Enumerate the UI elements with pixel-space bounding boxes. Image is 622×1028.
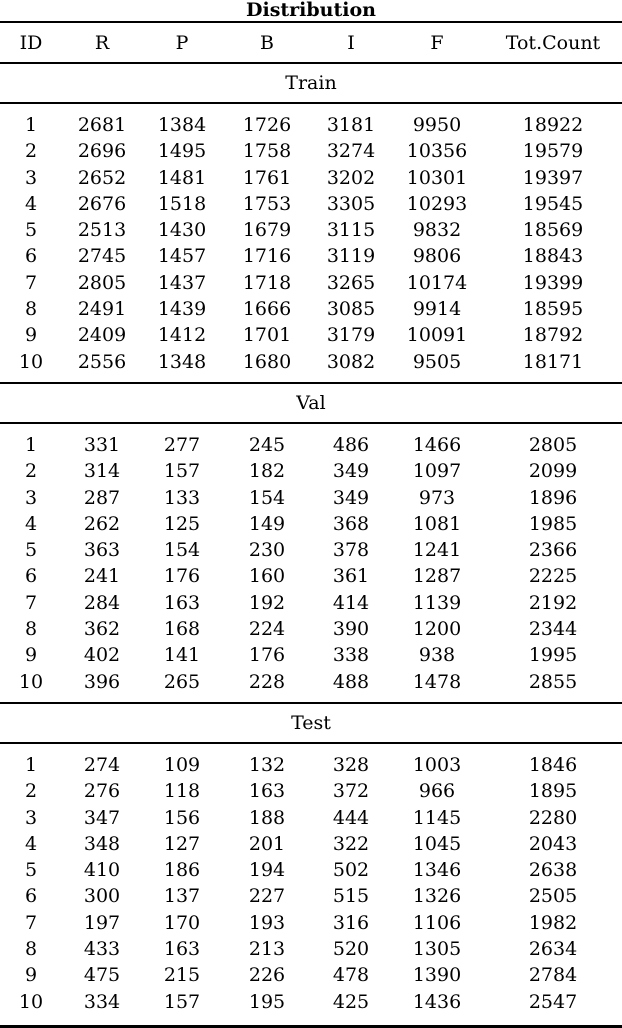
column-header-p: P: [142, 22, 222, 63]
spacer-cell: [0, 423, 622, 432]
table-cell: 2: [24, 460, 38, 483]
table-cell: 10: [18, 670, 44, 693]
table-cell: 1758: [242, 140, 292, 163]
table-cell: 287: [83, 486, 121, 509]
table-cell: 8: [24, 618, 38, 641]
table-cell: 4: [24, 832, 38, 855]
table-cell: 1097: [412, 460, 462, 483]
table-cell: 396: [83, 670, 121, 693]
table-cell: 378: [332, 539, 370, 562]
table-cell: 1846: [528, 753, 578, 776]
table-cell: 2556: [77, 350, 127, 373]
table-row: [0, 936, 622, 962]
table-cell: 18792: [522, 324, 584, 347]
table-cell: 1348: [157, 350, 207, 373]
table-cell: 137: [163, 885, 201, 908]
table-row: [0, 432, 622, 458]
table-cell: 215: [163, 964, 201, 987]
table-cell: 362: [83, 618, 121, 641]
spacer-cell: [0, 1015, 622, 1027]
table-cell: 192: [248, 591, 286, 614]
table-cell: 10293: [406, 192, 468, 215]
table-cell: 6: [24, 885, 38, 908]
table-cell: 2513: [77, 219, 127, 242]
table-cell: 9914: [412, 298, 462, 321]
table-row: [0, 191, 622, 217]
table-cell: 2: [24, 780, 38, 803]
table-cell: 1478: [412, 670, 462, 693]
table-cell: 277: [163, 433, 201, 456]
table-cell: 6: [24, 565, 38, 588]
table-cell: 18171: [522, 350, 584, 373]
table-cell: 425: [332, 990, 370, 1013]
table-cell: 18843: [522, 245, 584, 268]
table-row: [0, 831, 622, 857]
table-cell: 9: [24, 644, 38, 667]
table-cell: 2652: [77, 166, 127, 189]
table-cell: 227: [248, 885, 286, 908]
section-header-row: [0, 383, 622, 423]
table-cell: 3085: [326, 298, 376, 321]
table-cell: 188: [248, 806, 286, 829]
table-cell: 1384: [157, 114, 207, 136]
table-row: [0, 322, 622, 348]
table-row: [0, 270, 622, 296]
table-cell: 2: [24, 140, 38, 163]
table-cell: 1896: [528, 486, 578, 509]
table-cell: 197: [83, 911, 121, 934]
table-cell: 10301: [406, 166, 468, 189]
table-cell: 1439: [157, 298, 207, 321]
table-cell: 154: [248, 486, 286, 509]
table-cell: 7: [24, 911, 38, 934]
table-cell: 414: [332, 591, 370, 614]
table-cell: 3265: [326, 271, 376, 294]
table-cell: 1718: [242, 271, 292, 294]
table-cell: 230: [248, 539, 286, 562]
table-cell: 132: [248, 753, 286, 776]
table-cell: 520: [332, 938, 370, 961]
table-cell: 361: [332, 565, 370, 588]
section-spacer: [0, 743, 622, 752]
table-cell: 3: [24, 486, 38, 509]
table-cell: 347: [83, 806, 121, 829]
table-row: [0, 537, 622, 563]
table-cell: 1753: [242, 192, 292, 215]
table-cell: 2634: [528, 938, 578, 961]
table-cell: 118: [163, 780, 201, 803]
table-cell: 338: [332, 644, 370, 667]
section-divider: [0, 695, 622, 703]
table-cell: 127: [163, 832, 201, 855]
table-cell: 1305: [412, 938, 462, 961]
table-cell: 402: [83, 644, 121, 667]
table-cell: 478: [332, 964, 370, 987]
table-cell: 322: [332, 832, 370, 855]
table-cell: 176: [248, 644, 286, 667]
column-header-id: ID: [0, 22, 62, 63]
table-cell: 228: [248, 670, 286, 693]
table-cell: 18569: [522, 219, 584, 242]
table-cell: 18595: [522, 298, 584, 321]
table-row: [0, 563, 622, 589]
table-row: [0, 511, 622, 537]
table-cell: 265: [163, 670, 201, 693]
table-cell: 154: [163, 539, 201, 562]
table-cell: 1145: [412, 806, 462, 829]
table-cell: 2043: [528, 832, 578, 855]
table-cell: 300: [83, 885, 121, 908]
table-cell: 163: [163, 938, 201, 961]
table-cell: 10174: [406, 271, 468, 294]
column-header-tot-count: Tot.Count: [484, 22, 622, 63]
table-row: [0, 138, 622, 164]
table-cell: 1346: [412, 859, 462, 882]
table-row: [0, 616, 622, 642]
table-cell: 3119: [326, 245, 376, 268]
table-cell: 1701: [242, 324, 292, 347]
table-row: [0, 165, 622, 191]
table-cell: 10: [18, 350, 44, 373]
table-row: [0, 669, 622, 695]
table-row: [0, 243, 622, 269]
table-cell: 9: [24, 964, 38, 987]
table-row: [0, 883, 622, 909]
table-cell: 2855: [528, 670, 578, 693]
table-cell: 1390: [412, 964, 462, 987]
table-row: [0, 805, 622, 831]
table-cell: 9505: [412, 350, 462, 373]
table-row: [0, 857, 622, 883]
table-cell: 3082: [326, 350, 376, 373]
table-cell: 1436: [412, 990, 462, 1013]
table-cell: 2681: [77, 114, 127, 136]
table-cell: 3: [24, 806, 38, 829]
column-header-i: I: [312, 22, 390, 63]
table-cell: 1726: [242, 114, 292, 136]
table-cell: 168: [163, 618, 201, 641]
table-row: [0, 112, 622, 138]
table-cell: 1: [24, 433, 38, 456]
table-row: [0, 217, 622, 243]
table-cell: 276: [83, 780, 121, 803]
section-header-row: [0, 63, 622, 103]
section-label: Val: [0, 383, 622, 423]
table-cell: 1680: [242, 350, 292, 373]
table-row: [0, 296, 622, 322]
table-row: [0, 485, 622, 511]
table-cell: 2344: [528, 618, 578, 641]
table-cell: 213: [248, 938, 286, 961]
table-cell: 2547: [528, 990, 578, 1013]
table-cell: 1412: [157, 324, 207, 347]
table-cell: 973: [418, 486, 456, 509]
table-cell: 109: [163, 753, 201, 776]
table-cell: 2280: [528, 806, 578, 829]
table-cell: 176: [163, 565, 201, 588]
table-cell: 224: [248, 618, 286, 641]
section-spacer: [0, 423, 622, 432]
table-cell: 2225: [528, 565, 578, 588]
table-cell: 1518: [157, 192, 207, 215]
table-cell: 5: [24, 219, 38, 242]
table-cell: 201: [248, 832, 286, 855]
table-cell: 1106: [412, 911, 462, 934]
table-cell: 1003: [412, 753, 462, 776]
table-cell: 1495: [157, 140, 207, 163]
table-cell: 9950: [412, 114, 462, 136]
table-cell: 316: [332, 911, 370, 934]
table-cell: 182: [248, 460, 286, 483]
table-row: [0, 778, 622, 804]
table-cell: 156: [163, 806, 201, 829]
table-cell: 502: [332, 859, 370, 882]
column-header-r: R: [62, 22, 142, 63]
table-cell: 1430: [157, 219, 207, 242]
table-cell: 966: [418, 780, 456, 803]
table-cell: 1326: [412, 885, 462, 908]
table-cell: 1: [24, 114, 38, 136]
table-cell: 488: [332, 670, 370, 693]
table-cell: 1466: [412, 433, 462, 456]
table-cell: 1481: [157, 166, 207, 189]
table-cell: 7: [24, 591, 38, 614]
table-row: [0, 349, 622, 375]
table-cell: 157: [163, 460, 201, 483]
section-divider: [0, 375, 622, 383]
table-cell: 2192: [528, 591, 578, 614]
section-label: Train: [0, 63, 622, 103]
table-cell: 18922: [522, 114, 584, 136]
table-row: [0, 910, 622, 936]
column-header-b: B: [222, 22, 312, 63]
table-cell: 5: [24, 859, 38, 882]
table-cell: 372: [332, 780, 370, 803]
table-cell: 3115: [326, 219, 376, 242]
table-cell: 6: [24, 245, 38, 268]
table-cell: 274: [83, 753, 121, 776]
table-cell: 10356: [406, 140, 468, 163]
table-cell: 444: [332, 806, 370, 829]
table-cell: 331: [83, 433, 121, 456]
table-cell: 2366: [528, 539, 578, 562]
table-cell: 1716: [242, 245, 292, 268]
table-cell: 2638: [528, 859, 578, 882]
table-cell: 195: [248, 990, 286, 1013]
table-row: [0, 962, 622, 988]
table-cell: 3305: [326, 192, 376, 215]
table-cell: 938: [418, 644, 456, 667]
table-title: Distribution: [246, 0, 376, 21]
table-cell: 5: [24, 539, 38, 562]
table-cell: 3181: [326, 114, 376, 136]
table-cell: 1437: [157, 271, 207, 294]
table-cell: 3179: [326, 324, 376, 347]
table-cell: 2805: [528, 433, 578, 456]
section-label: Test: [0, 703, 622, 743]
spacer-cell: [0, 743, 622, 752]
table-cell: 149: [248, 512, 286, 535]
table-cell: 10091: [406, 324, 468, 347]
table-row: [0, 590, 622, 616]
table-cell: 2745: [77, 245, 127, 268]
table-cell: 349: [332, 486, 370, 509]
table-cell: 348: [83, 832, 121, 855]
spacer-cell: [0, 103, 622, 112]
table-cell: 1895: [528, 780, 578, 803]
table-cell: 194: [248, 859, 286, 882]
table-row: [0, 752, 622, 778]
table-cell: 7: [24, 271, 38, 294]
table-cell: 3202: [326, 166, 376, 189]
table-cell: 163: [248, 780, 286, 803]
table-cell: 241: [83, 565, 121, 588]
table-cell: 1982: [528, 911, 578, 934]
table-cell: 19545: [522, 192, 584, 215]
table-cell: 9806: [412, 245, 462, 268]
table-cell: 2805: [77, 271, 127, 294]
table-cell: 363: [83, 539, 121, 562]
table-cell: 170: [163, 911, 201, 934]
table-cell: 1: [24, 753, 38, 776]
table-cell: 19397: [522, 166, 584, 189]
table-cell: 10: [18, 990, 44, 1013]
table-cell: 9832: [412, 219, 462, 242]
table-cell: 334: [83, 990, 121, 1013]
table-cell: 2099: [528, 460, 578, 483]
table-cell: 262: [83, 512, 121, 535]
table-cell: 226: [248, 964, 286, 987]
table-cell: 2784: [528, 964, 578, 987]
table-cell: 349: [332, 460, 370, 483]
table-cell: 186: [163, 859, 201, 882]
table-cell: 3: [24, 166, 38, 189]
table-cell: 8: [24, 298, 38, 321]
table-cell: 2676: [77, 192, 127, 215]
table-cell: 193: [248, 911, 286, 934]
table-cell: 4: [24, 192, 38, 215]
table-cell: 9: [24, 324, 38, 347]
table-cell: 1761: [242, 166, 292, 189]
table-cell: 1139: [412, 591, 462, 614]
table-cell: 1679: [242, 219, 292, 242]
table-cell: 1241: [412, 539, 462, 562]
table-cell: 2491: [77, 298, 127, 321]
table-cell: 284: [83, 591, 121, 614]
spacer-cell: [0, 695, 622, 703]
table-cell: 157: [163, 990, 201, 1013]
table-cell: 4: [24, 512, 38, 535]
table-cell: 160: [248, 565, 286, 588]
table-row: [0, 989, 622, 1015]
table-cell: 486: [332, 433, 370, 456]
table-cell: 1081: [412, 512, 462, 535]
table-cell: 390: [332, 618, 370, 641]
table-cell: 1666: [242, 298, 292, 321]
table-cell: 314: [83, 460, 121, 483]
table-cell: 515: [332, 885, 370, 908]
table-cell: 368: [332, 512, 370, 535]
table-cell: 133: [163, 486, 201, 509]
spacer-cell: [0, 375, 622, 383]
table-cell: 410: [83, 859, 121, 882]
table-cell: 2409: [77, 324, 127, 347]
column-header-f: F: [390, 22, 484, 63]
table-cell: 3274: [326, 140, 376, 163]
table-row: [0, 458, 622, 484]
table-cell: 475: [83, 964, 121, 987]
table-cell: 19579: [522, 140, 584, 163]
table-cell: 1200: [412, 618, 462, 641]
table-cell: 1985: [528, 512, 578, 535]
section-spacer: [0, 103, 622, 112]
section-header-row: [0, 703, 622, 743]
table-row: [0, 642, 622, 668]
table-cell: 245: [248, 433, 286, 456]
table-cell: 125: [163, 512, 201, 535]
table-cell: 8: [24, 938, 38, 961]
table-body: [0, 63, 622, 1026]
table-cell: 2505: [528, 885, 578, 908]
table-cell: 2696: [77, 140, 127, 163]
table-cell: 19399: [522, 271, 584, 294]
table-cell: 1045: [412, 832, 462, 855]
table-cell: 328: [332, 753, 370, 776]
table-cell: 1457: [157, 245, 207, 268]
header-row: [0, 22, 622, 63]
table-cell: 1287: [412, 565, 462, 588]
table-cell: 433: [83, 938, 121, 961]
table-cell: 141: [163, 644, 201, 667]
distribution-table: [0, 21, 622, 1028]
table-cell: 163: [163, 591, 201, 614]
table-bottom-rule: [0, 1015, 622, 1027]
table-cell: 1995: [528, 644, 578, 667]
